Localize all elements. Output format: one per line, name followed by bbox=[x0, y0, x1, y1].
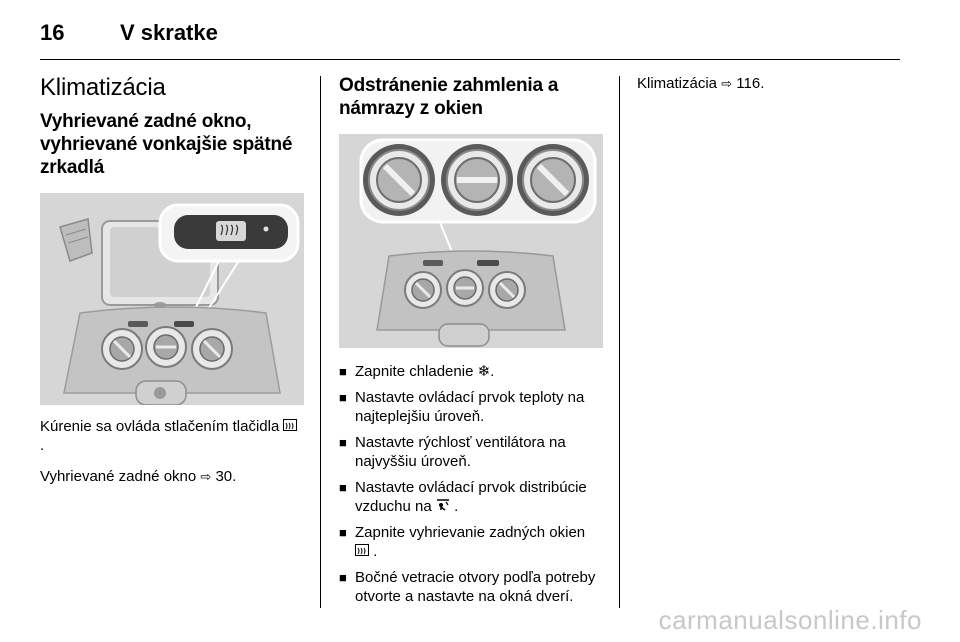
column-1 bbox=[40, 74, 304, 486]
list-item bbox=[339, 388, 603, 426]
bullet-icon: ■ bbox=[339, 525, 347, 540]
list-item-text: Nastavte rýchlosť ventilátora na najvyššiu úroveň. bbox=[355, 434, 566, 470]
column-divider-1 bbox=[320, 76, 321, 608]
bullet-icon: ■ bbox=[339, 435, 347, 450]
page-header bbox=[40, 14, 900, 60]
list-item-end: . bbox=[454, 498, 459, 515]
column-divider-2 bbox=[619, 76, 620, 608]
paragraph-rear-window-ref bbox=[40, 467, 304, 486]
paragraph-text: Kúrenie sa ovláda stlačením tlačidla bbox=[40, 418, 280, 435]
list-item-end: . bbox=[490, 363, 495, 380]
rear-window-heat-icon bbox=[283, 418, 297, 435]
defog-steps-list bbox=[339, 362, 603, 606]
rear-window-heat-icon bbox=[355, 543, 373, 560]
reference-arrow-icon: ⇨ bbox=[721, 76, 733, 91]
list-item bbox=[339, 568, 603, 606]
page-number: 16 bbox=[40, 20, 65, 45]
list-item bbox=[339, 433, 603, 471]
list-item-text: Nastavte ovládací prvok distribúcie vzduchu na bbox=[355, 479, 587, 515]
defrost-air-icon bbox=[436, 498, 454, 515]
bullet-icon: ■ bbox=[339, 390, 347, 405]
paragraph-text: Vyhrievané zadné okno bbox=[40, 468, 197, 485]
page-title: V skratke bbox=[120, 20, 218, 45]
page-reference[interactable]: 30. bbox=[215, 468, 237, 485]
dashboard-illustration-rear-heat-button bbox=[40, 193, 304, 405]
subsection-title-heated-rear-window: Vyhrievané zadné okno, vyhrievané vonkajšie spätné zrkadlá bbox=[40, 111, 293, 178]
list-item-text: Zapnite vyhrievanie zadných okien bbox=[355, 524, 586, 541]
list-item-text: Nastavte ovládací prvok teploty na najteplejšiu úroveň. bbox=[355, 389, 585, 425]
bullet-icon: ■ bbox=[339, 570, 347, 585]
list-item bbox=[339, 523, 603, 561]
list-item-end: . bbox=[373, 543, 378, 560]
list-item bbox=[339, 362, 603, 381]
ac-snowflake-icon: ❄ bbox=[477, 363, 491, 380]
paragraph-end: . bbox=[40, 437, 45, 454]
reference-arrow-icon: ⇨ bbox=[200, 469, 212, 484]
paragraph-text: Klimatizácia bbox=[637, 75, 718, 92]
knobs-drawing bbox=[339, 134, 603, 348]
column-3 bbox=[637, 74, 901, 93]
list-item bbox=[339, 478, 603, 516]
paragraph-heating-button bbox=[40, 417, 304, 455]
bullet-icon: ■ bbox=[339, 480, 347, 495]
page-reference[interactable]: 116. bbox=[736, 75, 765, 92]
list-item-text: Zapnite chladenie bbox=[355, 363, 474, 380]
column-2 bbox=[339, 74, 603, 613]
bullet-icon: ■ bbox=[339, 364, 347, 379]
list-item-text: Bočné vetracie otvory podľa potreby otvorte a nastavte na okná dverí. bbox=[355, 569, 596, 605]
section-title: Klimatizácia bbox=[40, 74, 166, 101]
dashboard-drawing bbox=[40, 193, 304, 405]
watermark: carmanualsonline.info bbox=[658, 605, 922, 635]
climate-control-knobs-illustration bbox=[339, 134, 603, 348]
subsection-title-defog: Odstránenie zahmlenia a námrazy z okien bbox=[339, 75, 559, 119]
paragraph-climate-ref bbox=[637, 74, 901, 93]
